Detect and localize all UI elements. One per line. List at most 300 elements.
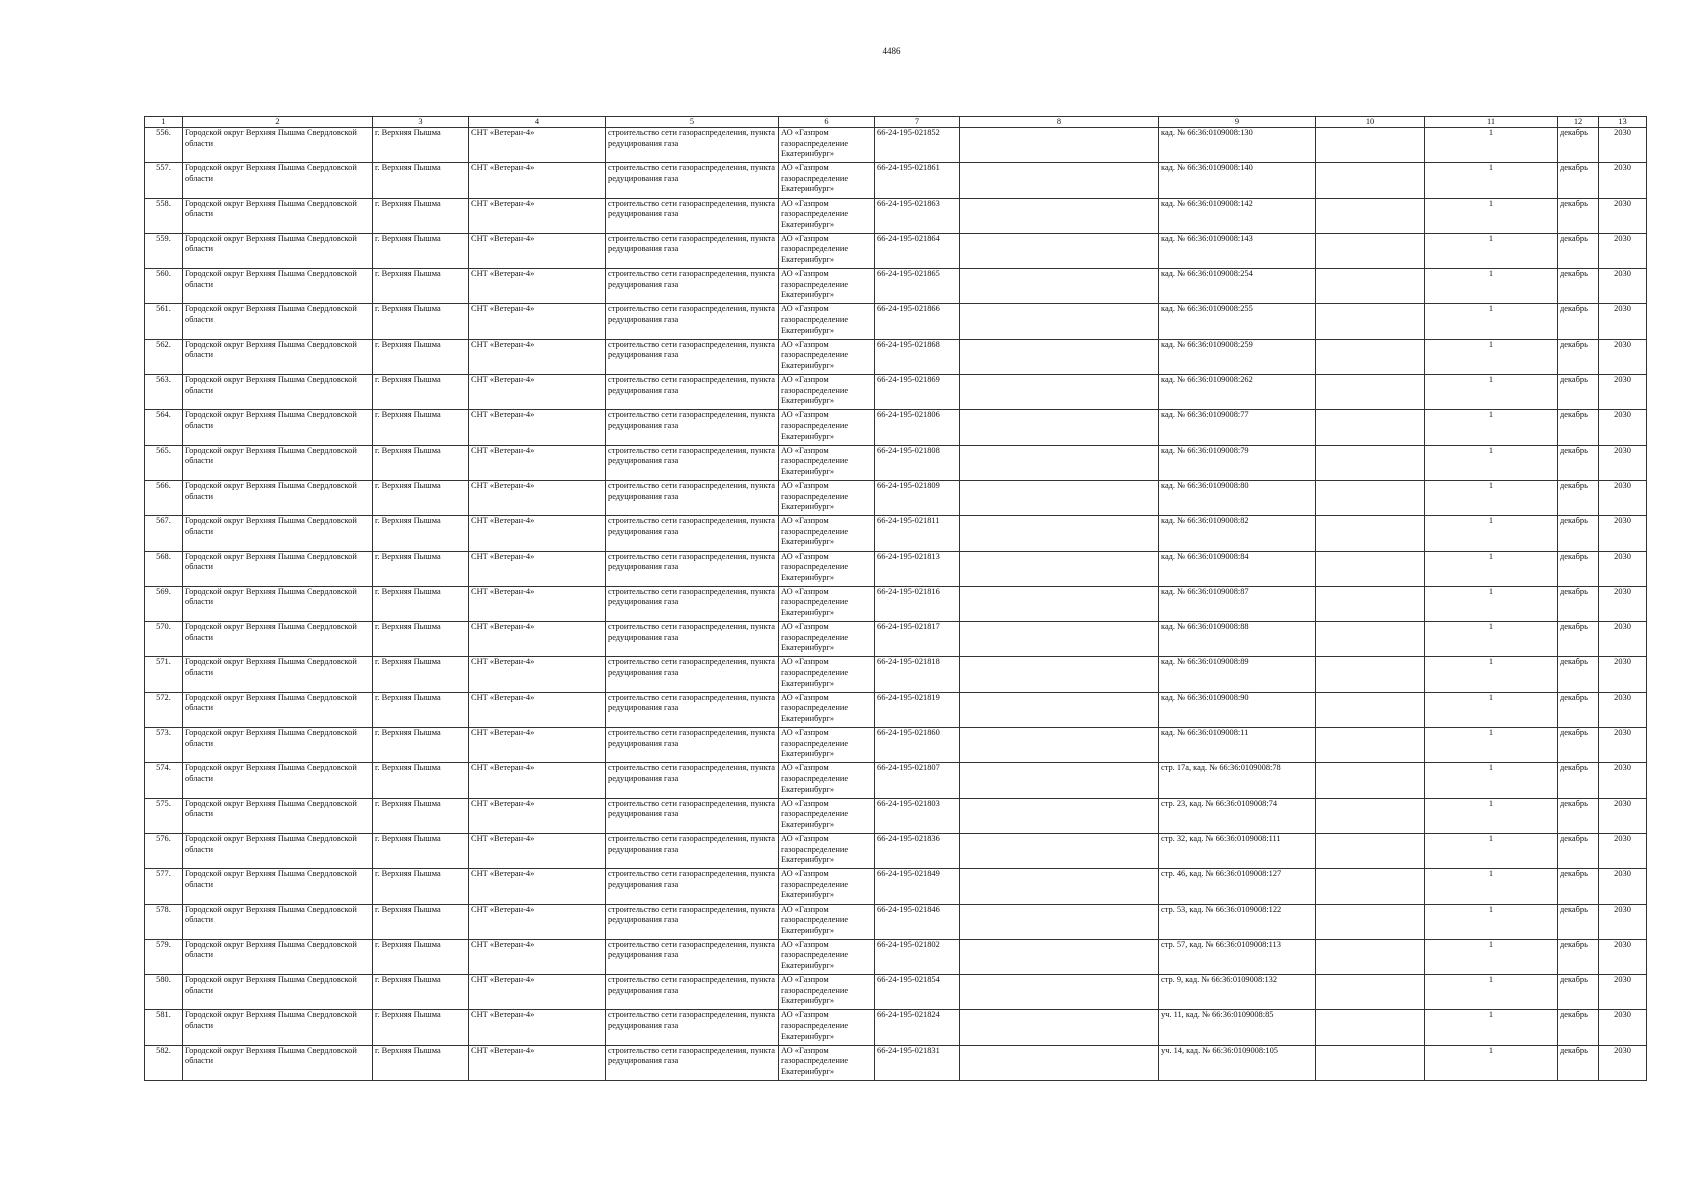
empty-cell-8 — [960, 445, 1159, 480]
empty-cell-8 — [960, 1010, 1159, 1045]
empty-cell-8 — [960, 233, 1159, 268]
row-number: 576. — [145, 833, 183, 868]
quantity-cell: 1 — [1425, 198, 1558, 233]
object-cell: СНТ «Ветеран-4» — [469, 128, 606, 163]
empty-cell-10 — [1316, 939, 1425, 974]
row-number: 562. — [145, 339, 183, 374]
month-cell: декабрь — [1558, 657, 1599, 692]
year-cell: 2030 — [1599, 198, 1647, 233]
registry-code-cell: 66-24-195-021852 — [875, 128, 960, 163]
empty-cell-10 — [1316, 304, 1425, 339]
registry-code-cell: 66-24-195-021860 — [875, 728, 960, 763]
row-number: 560. — [145, 269, 183, 304]
year-cell: 2030 — [1599, 798, 1647, 833]
object-cell: СНТ «Ветеран-4» — [469, 728, 606, 763]
empty-cell-8 — [960, 304, 1159, 339]
year-cell: 2030 — [1599, 339, 1647, 374]
column-header-7: 7 — [875, 117, 960, 128]
month-cell: декабрь — [1558, 939, 1599, 974]
empty-cell-8 — [960, 480, 1159, 515]
work-description-cell: строительство сети газораспределения, пункта редуцирования газа — [606, 798, 779, 833]
quantity-cell: 1 — [1425, 128, 1558, 163]
year-cell: 2030 — [1599, 728, 1647, 763]
month-cell: декабрь — [1558, 551, 1599, 586]
table-row — [145, 375, 1647, 410]
registry-code-cell: 66-24-195-021809 — [875, 480, 960, 515]
month-cell: декабрь — [1558, 233, 1599, 268]
registry-code-cell: 66-24-195-021854 — [875, 975, 960, 1010]
year-cell: 2030 — [1599, 833, 1647, 868]
table-row — [145, 551, 1647, 586]
settlement-cell: г. Верхняя Пышма — [373, 551, 469, 586]
district-cell: Городской округ Верхняя Пышма Свердловской области — [183, 1045, 373, 1080]
organization-cell: АО «Газпром газораспределение Екатеринбург» — [779, 551, 875, 586]
year-cell: 2030 — [1599, 304, 1647, 339]
work-description-cell: строительство сети газораспределения, пункта редуцирования газа — [606, 163, 779, 198]
row-number: 559. — [145, 233, 183, 268]
work-description-cell: строительство сети газораспределения, пункта редуцирования газа — [606, 904, 779, 939]
month-cell: декабрь — [1558, 1045, 1599, 1080]
settlement-cell: г. Верхняя Пышма — [373, 128, 469, 163]
month-cell: декабрь — [1558, 269, 1599, 304]
registry-code-cell: 66-24-195-021846 — [875, 904, 960, 939]
empty-cell-10 — [1316, 1010, 1425, 1045]
row-number: 556. — [145, 128, 183, 163]
year-cell: 2030 — [1599, 763, 1647, 798]
settlement-cell: г. Верхняя Пышма — [373, 339, 469, 374]
object-cell: СНТ «Ветеран-4» — [469, 163, 606, 198]
work-description-cell: строительство сети газораспределения, пункта редуцирования газа — [606, 1045, 779, 1080]
registry-code-cell: 66-24-195-021866 — [875, 304, 960, 339]
registry-code-cell: 66-24-195-021811 — [875, 516, 960, 551]
object-cell: СНТ «Ветеран-4» — [469, 975, 606, 1010]
settlement-cell: г. Верхняя Пышма — [373, 657, 469, 692]
organization-cell: АО «Газпром газораспределение Екатеринбург» — [779, 939, 875, 974]
district-cell: Городской округ Верхняя Пышма Свердловской области — [183, 833, 373, 868]
empty-cell-8 — [960, 692, 1159, 727]
cadastre-cell: уч. 14, кад. № 66:36:0109008:105 — [1159, 1045, 1316, 1080]
quantity-cell: 1 — [1425, 657, 1558, 692]
column-header-6: 6 — [779, 117, 875, 128]
district-cell: Городской округ Верхняя Пышма Свердловской области — [183, 939, 373, 974]
settlement-cell: г. Верхняя Пышма — [373, 833, 469, 868]
object-cell: СНТ «Ветеран-4» — [469, 1010, 606, 1045]
cadastre-cell: кад. № 66:36:0109008:262 — [1159, 375, 1316, 410]
column-header-11: 11 — [1425, 117, 1558, 128]
row-number: 577. — [145, 869, 183, 904]
object-cell: СНТ «Ветеран-4» — [469, 622, 606, 657]
year-cell: 2030 — [1599, 410, 1647, 445]
month-cell: декабрь — [1558, 622, 1599, 657]
settlement-cell: г. Верхняя Пышма — [373, 375, 469, 410]
column-header-1: 1 — [145, 117, 183, 128]
table-row — [145, 410, 1647, 445]
quantity-cell: 1 — [1425, 269, 1558, 304]
quantity-cell: 1 — [1425, 728, 1558, 763]
organization-cell: АО «Газпром газораспределение Екатеринбург» — [779, 128, 875, 163]
row-number: 574. — [145, 763, 183, 798]
row-number: 578. — [145, 904, 183, 939]
month-cell: декабрь — [1558, 375, 1599, 410]
work-description-cell: строительство сети газораспределения, пункта редуцирования газа — [606, 516, 779, 551]
row-number: 564. — [145, 410, 183, 445]
empty-cell-8 — [960, 657, 1159, 692]
object-cell: СНТ «Ветеран-4» — [469, 798, 606, 833]
district-cell: Городской округ Верхняя Пышма Свердловской области — [183, 904, 373, 939]
table-row — [145, 128, 1647, 163]
settlement-cell: г. Верхняя Пышма — [373, 869, 469, 904]
district-cell: Городской округ Верхняя Пышма Свердловской области — [183, 657, 373, 692]
empty-cell-8 — [960, 622, 1159, 657]
work-description-cell: строительство сети газораспределения, пункта редуцирования газа — [606, 375, 779, 410]
work-description-cell: строительство сети газораспределения, пункта редуцирования газа — [606, 551, 779, 586]
cadastre-cell: стр. 32, кад. № 66:36:0109008:111 — [1159, 833, 1316, 868]
cadastre-cell: кад. № 66:36:0109008:142 — [1159, 198, 1316, 233]
district-cell: Городской округ Верхняя Пышма Свердловской области — [183, 339, 373, 374]
work-description-cell: строительство сети газораспределения, пункта редуцирования газа — [606, 233, 779, 268]
quantity-cell: 1 — [1425, 1010, 1558, 1045]
table-row — [145, 586, 1647, 621]
object-cell: СНТ «Ветеран-4» — [469, 304, 606, 339]
cadastre-cell: уч. 11, кад. № 66:36:0109008:85 — [1159, 1010, 1316, 1045]
cadastre-cell: кад. № 66:36:0109008:80 — [1159, 480, 1316, 515]
settlement-cell: г. Верхняя Пышма — [373, 163, 469, 198]
table-row — [145, 1010, 1647, 1045]
settlement-cell: г. Верхняя Пышма — [373, 198, 469, 233]
page-number: 4486 — [882, 46, 901, 56]
organization-cell: АО «Газпром газораспределение Екатеринбург» — [779, 1045, 875, 1080]
year-cell: 2030 — [1599, 869, 1647, 904]
district-cell: Городской округ Верхняя Пышма Свердловской области — [183, 586, 373, 621]
organization-cell: АО «Газпром газораспределение Екатеринбург» — [779, 833, 875, 868]
object-cell: СНТ «Ветеран-4» — [469, 551, 606, 586]
quantity-cell: 1 — [1425, 445, 1558, 480]
empty-cell-10 — [1316, 375, 1425, 410]
empty-cell-10 — [1316, 480, 1425, 515]
cadastre-cell: стр. 46, кад. № 66:36:0109008:127 — [1159, 869, 1316, 904]
work-description-cell: строительство сети газораспределения, пункта редуцирования газа — [606, 410, 779, 445]
quantity-cell: 1 — [1425, 480, 1558, 515]
settlement-cell: г. Верхняя Пышма — [373, 410, 469, 445]
registry-code-cell: 66-24-195-021849 — [875, 869, 960, 904]
work-description-cell: строительство сети газораспределения, пункта редуцирования газа — [606, 128, 779, 163]
registry-code-cell: 66-24-195-021807 — [875, 763, 960, 798]
column-header-8: 8 — [960, 117, 1159, 128]
month-cell: декабрь — [1558, 128, 1599, 163]
district-cell: Городской округ Верхняя Пышма Свердловской области — [183, 198, 373, 233]
work-description-cell: строительство сети газораспределения, пункта редуцирования газа — [606, 339, 779, 374]
quantity-cell: 1 — [1425, 375, 1558, 410]
settlement-cell: г. Верхняя Пышма — [373, 269, 469, 304]
row-number: 569. — [145, 586, 183, 621]
quantity-cell: 1 — [1425, 798, 1558, 833]
empty-cell-10 — [1316, 692, 1425, 727]
row-number: 558. — [145, 198, 183, 233]
empty-cell-8 — [960, 904, 1159, 939]
row-number: 566. — [145, 480, 183, 515]
table-row — [145, 269, 1647, 304]
work-description-cell: строительство сети газораспределения, пункта редуцирования газа — [606, 975, 779, 1010]
work-description-cell: строительство сети газораспределения, пункта редуцирования газа — [606, 763, 779, 798]
empty-cell-8 — [960, 728, 1159, 763]
table-row — [145, 763, 1647, 798]
month-cell: декабрь — [1558, 445, 1599, 480]
organization-cell: АО «Газпром газораспределение Екатеринбург» — [779, 975, 875, 1010]
settlement-cell: г. Верхняя Пышма — [373, 763, 469, 798]
empty-cell-8 — [960, 763, 1159, 798]
registry-code-cell: 66-24-195-021806 — [875, 410, 960, 445]
registry-code-cell: 66-24-195-021831 — [875, 1045, 960, 1080]
registry-code-cell: 66-24-195-021803 — [875, 798, 960, 833]
organization-cell: АО «Газпром газораспределение Екатеринбург» — [779, 692, 875, 727]
year-cell: 2030 — [1599, 480, 1647, 515]
object-cell: СНТ «Ветеран-4» — [469, 763, 606, 798]
organization-cell: АО «Газпром газораспределение Екатеринбург» — [779, 798, 875, 833]
empty-cell-10 — [1316, 1045, 1425, 1080]
registry-code-cell: 66-24-195-021868 — [875, 339, 960, 374]
object-cell: СНТ «Ветеран-4» — [469, 410, 606, 445]
registry-code-cell: 66-24-195-021802 — [875, 939, 960, 974]
empty-cell-10 — [1316, 198, 1425, 233]
object-cell: СНТ «Ветеран-4» — [469, 339, 606, 374]
cadastre-cell: кад. № 66:36:0109008:140 — [1159, 163, 1316, 198]
column-header-12: 12 — [1558, 117, 1599, 128]
empty-cell-8 — [960, 163, 1159, 198]
work-description-cell: строительство сети газораспределения, пункта редуцирования газа — [606, 480, 779, 515]
work-description-cell: строительство сети газораспределения, пункта редуцирования газа — [606, 586, 779, 621]
object-cell: СНТ «Ветеран-4» — [469, 939, 606, 974]
register-table — [144, 116, 1647, 1081]
quantity-cell: 1 — [1425, 586, 1558, 621]
quantity-cell: 1 — [1425, 410, 1558, 445]
empty-cell-10 — [1316, 445, 1425, 480]
month-cell: декабрь — [1558, 1010, 1599, 1045]
district-cell: Городской округ Верхняя Пышма Свердловской области — [183, 480, 373, 515]
district-cell: Городской округ Верхняя Пышма Свердловской области — [183, 551, 373, 586]
year-cell: 2030 — [1599, 692, 1647, 727]
row-number: 568. — [145, 551, 183, 586]
month-cell: декабрь — [1558, 304, 1599, 339]
empty-cell-10 — [1316, 163, 1425, 198]
table-row — [145, 975, 1647, 1010]
table-row — [145, 480, 1647, 515]
object-cell: СНТ «Ветеран-4» — [469, 904, 606, 939]
month-cell: декабрь — [1558, 763, 1599, 798]
organization-cell: АО «Газпром газораспределение Екатеринбург» — [779, 1010, 875, 1045]
row-number: 567. — [145, 516, 183, 551]
settlement-cell: г. Верхняя Пышма — [373, 904, 469, 939]
cadastre-cell: кад. № 66:36:0109008:255 — [1159, 304, 1316, 339]
registry-code-cell: 66-24-195-021865 — [875, 269, 960, 304]
quantity-cell: 1 — [1425, 551, 1558, 586]
year-cell: 2030 — [1599, 128, 1647, 163]
cadastre-cell: стр. 57, кад. № 66:36:0109008:113 — [1159, 939, 1316, 974]
district-cell: Городской округ Верхняя Пышма Свердловской области — [183, 516, 373, 551]
organization-cell: АО «Газпром газораспределение Екатеринбург» — [779, 269, 875, 304]
cadastre-cell: стр. 23, кад. № 66:36:0109008:74 — [1159, 798, 1316, 833]
year-cell: 2030 — [1599, 622, 1647, 657]
row-number: 565. — [145, 445, 183, 480]
settlement-cell: г. Верхняя Пышма — [373, 728, 469, 763]
empty-cell-8 — [960, 833, 1159, 868]
cadastre-cell: кад. № 66:36:0109008:77 — [1159, 410, 1316, 445]
object-cell: СНТ «Ветеран-4» — [469, 445, 606, 480]
cadastre-cell: кад. № 66:36:0109008:11 — [1159, 728, 1316, 763]
table-row — [145, 198, 1647, 233]
empty-cell-10 — [1316, 269, 1425, 304]
district-cell: Городской округ Верхняя Пышма Свердловской области — [183, 163, 373, 198]
quantity-cell: 1 — [1425, 869, 1558, 904]
quantity-cell: 1 — [1425, 339, 1558, 374]
year-cell: 2030 — [1599, 551, 1647, 586]
organization-cell: АО «Газпром газораспределение Екатеринбург» — [779, 163, 875, 198]
month-cell: декабрь — [1558, 163, 1599, 198]
settlement-cell: г. Верхняя Пышма — [373, 798, 469, 833]
object-cell: СНТ «Ветеран-4» — [469, 833, 606, 868]
quantity-cell: 1 — [1425, 904, 1558, 939]
cadastre-cell: кад. № 66:36:0109008:84 — [1159, 551, 1316, 586]
settlement-cell: г. Верхняя Пышма — [373, 939, 469, 974]
row-number: 580. — [145, 975, 183, 1010]
year-cell: 2030 — [1599, 939, 1647, 974]
settlement-cell: г. Верхняя Пышма — [373, 975, 469, 1010]
row-number: 582. — [145, 1045, 183, 1080]
year-cell: 2030 — [1599, 163, 1647, 198]
cadastre-cell: кад. № 66:36:0109008:79 — [1159, 445, 1316, 480]
empty-cell-10 — [1316, 551, 1425, 586]
row-number: 579. — [145, 939, 183, 974]
quantity-cell: 1 — [1425, 516, 1558, 551]
year-cell: 2030 — [1599, 269, 1647, 304]
district-cell: Городской округ Верхняя Пышма Свердловской области — [183, 410, 373, 445]
table-row — [145, 798, 1647, 833]
object-cell: СНТ «Ветеран-4» — [469, 869, 606, 904]
registry-code-cell: 66-24-195-021864 — [875, 233, 960, 268]
year-cell: 2030 — [1599, 516, 1647, 551]
settlement-cell: г. Верхняя Пышма — [373, 1045, 469, 1080]
registry-code-cell: 66-24-195-021861 — [875, 163, 960, 198]
object-cell: СНТ «Ветеран-4» — [469, 480, 606, 515]
row-number: 573. — [145, 728, 183, 763]
quantity-cell: 1 — [1425, 304, 1558, 339]
row-number: 571. — [145, 657, 183, 692]
registry-code-cell: 66-24-195-021816 — [875, 586, 960, 621]
table-row — [145, 163, 1647, 198]
object-cell: СНТ «Ветеран-4» — [469, 233, 606, 268]
empty-cell-10 — [1316, 410, 1425, 445]
object-cell: СНТ «Ветеран-4» — [469, 1045, 606, 1080]
cadastre-cell: кад. № 66:36:0109008:88 — [1159, 622, 1316, 657]
cadastre-cell: кад. № 66:36:0109008:130 — [1159, 128, 1316, 163]
cadastre-cell: кад. № 66:36:0109008:259 — [1159, 339, 1316, 374]
work-description-cell: строительство сети газораспределения, пункта редуцирования газа — [606, 304, 779, 339]
organization-cell: АО «Газпром газораспределение Екатеринбург» — [779, 375, 875, 410]
settlement-cell: г. Верхняя Пышма — [373, 1010, 469, 1045]
empty-cell-8 — [960, 339, 1159, 374]
month-cell: декабрь — [1558, 410, 1599, 445]
empty-cell-8 — [960, 516, 1159, 551]
empty-cell-8 — [960, 128, 1159, 163]
district-cell: Городской округ Верхняя Пышма Свердловской области — [183, 622, 373, 657]
quantity-cell: 1 — [1425, 833, 1558, 868]
district-cell: Городской округ Верхняя Пышма Свердловской области — [183, 1010, 373, 1045]
cadastre-cell: кад. № 66:36:0109008:90 — [1159, 692, 1316, 727]
settlement-cell: г. Верхняя Пышма — [373, 692, 469, 727]
column-header-10: 10 — [1316, 117, 1425, 128]
month-cell: декабрь — [1558, 728, 1599, 763]
organization-cell: АО «Газпром газораспределение Екатеринбург» — [779, 480, 875, 515]
registry-code-cell: 66-24-195-021808 — [875, 445, 960, 480]
empty-cell-10 — [1316, 128, 1425, 163]
district-cell: Городской округ Верхняя Пышма Свердловской области — [183, 304, 373, 339]
empty-cell-10 — [1316, 657, 1425, 692]
district-cell: Городской округ Верхняя Пышма Свердловской области — [183, 692, 373, 727]
column-header-5: 5 — [606, 117, 779, 128]
organization-cell: АО «Газпром газораспределение Екатеринбург» — [779, 339, 875, 374]
work-description-cell: строительство сети газораспределения, пункта редуцирования газа — [606, 692, 779, 727]
object-cell: СНТ «Ветеран-4» — [469, 586, 606, 621]
settlement-cell: г. Верхняя Пышма — [373, 622, 469, 657]
empty-cell-10 — [1316, 622, 1425, 657]
object-cell: СНТ «Ветеран-4» — [469, 269, 606, 304]
quantity-cell: 1 — [1425, 622, 1558, 657]
registry-code-cell: 66-24-195-021817 — [875, 622, 960, 657]
empty-cell-10 — [1316, 904, 1425, 939]
work-description-cell: строительство сети газораспределения, пункта редуцирования газа — [606, 1010, 779, 1045]
table-row — [145, 833, 1647, 868]
empty-cell-10 — [1316, 975, 1425, 1010]
column-header-13: 13 — [1599, 117, 1647, 128]
year-cell: 2030 — [1599, 904, 1647, 939]
cadastre-cell: кад. № 66:36:0109008:143 — [1159, 233, 1316, 268]
table-row — [145, 622, 1647, 657]
object-cell: СНТ «Ветеран-4» — [469, 516, 606, 551]
month-cell: декабрь — [1558, 798, 1599, 833]
work-description-cell: строительство сети газораспределения, пункта редуцирования газа — [606, 939, 779, 974]
row-number: 572. — [145, 692, 183, 727]
table-row — [145, 339, 1647, 374]
empty-cell-10 — [1316, 798, 1425, 833]
empty-cell-10 — [1316, 339, 1425, 374]
table-row — [145, 869, 1647, 904]
column-number-row — [145, 117, 1647, 128]
month-cell: декабрь — [1558, 198, 1599, 233]
month-cell: декабрь — [1558, 833, 1599, 868]
table-row — [145, 728, 1647, 763]
organization-cell: АО «Газпром газораспределение Екатеринбург» — [779, 622, 875, 657]
work-description-cell: строительство сети газораспределения, пункта редуцирования газа — [606, 622, 779, 657]
empty-cell-8 — [960, 198, 1159, 233]
organization-cell: АО «Газпром газораспределение Екатеринбург» — [779, 904, 875, 939]
empty-cell-8 — [960, 375, 1159, 410]
year-cell: 2030 — [1599, 445, 1647, 480]
row-number: 581. — [145, 1010, 183, 1045]
year-cell: 2030 — [1599, 375, 1647, 410]
year-cell: 2030 — [1599, 975, 1647, 1010]
table-row — [145, 1045, 1647, 1080]
year-cell: 2030 — [1599, 1010, 1647, 1045]
district-cell: Городской округ Верхняя Пышма Свердловской области — [183, 233, 373, 268]
settlement-cell: г. Верхняя Пышма — [373, 445, 469, 480]
row-number: 575. — [145, 798, 183, 833]
registry-code-cell: 66-24-195-021824 — [875, 1010, 960, 1045]
quantity-cell: 1 — [1425, 233, 1558, 268]
district-cell: Городской округ Верхняя Пышма Свердловской области — [183, 763, 373, 798]
month-cell: декабрь — [1558, 869, 1599, 904]
table-row — [145, 304, 1647, 339]
table-row — [145, 445, 1647, 480]
organization-cell: АО «Газпром газораспределение Екатеринбург» — [779, 763, 875, 798]
